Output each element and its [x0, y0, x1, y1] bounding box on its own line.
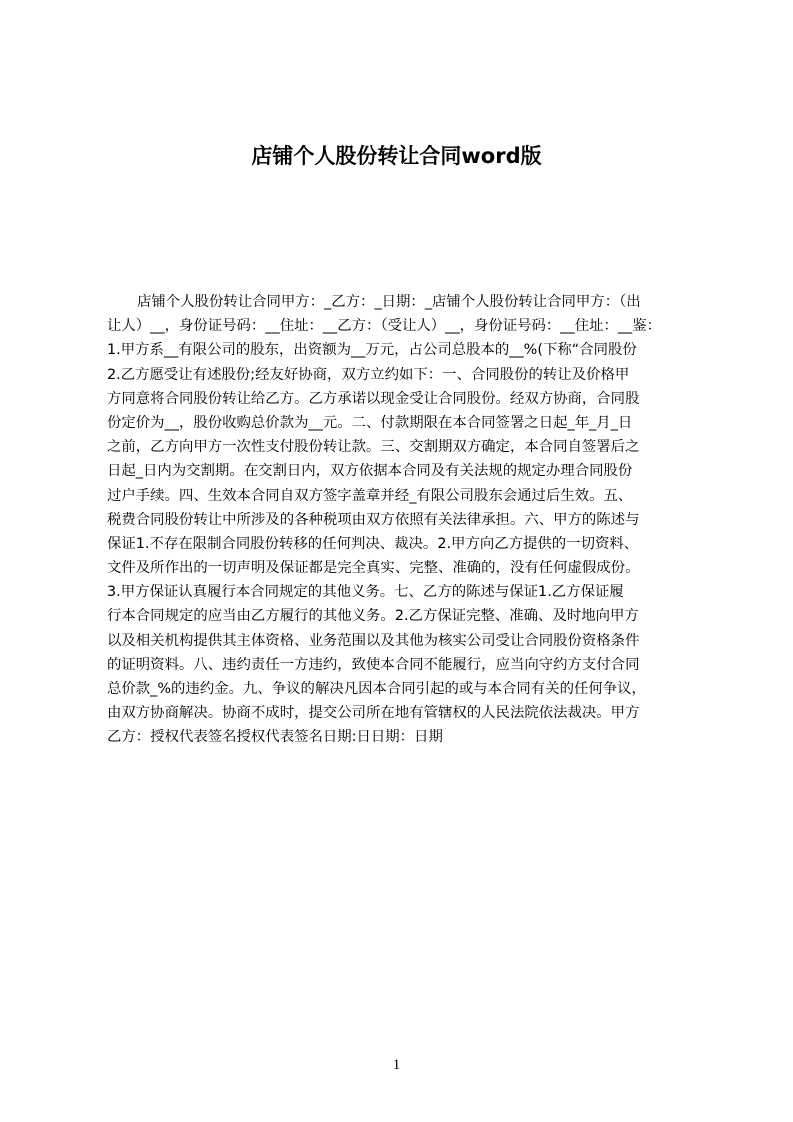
document-title: 店铺个人股份转让合同word版 — [251, 144, 542, 168]
body-line: 之前，乙方向甲方一次性支付股份转让款。三、交割期双方确定，本合同自签署后之 — [107, 439, 640, 456]
body-line: 方同意将合同股份转让给乙方。乙方承诺以现金受让合同股份。经双方协商，合同股 — [107, 390, 640, 407]
body-line: 行本合同规定的应当由乙方履行的其他义务。2.乙方保证完整、准确、及时地向甲方 — [107, 608, 639, 625]
body-line: 总价款_%的违约金。九、争议的解决凡因本合同引起的或与本合同有关的任何争议， — [107, 681, 646, 697]
body-line: 的证明资料。八、违约责任一方违约，致使本合同不能履行，应当向守约方支付合同 — [107, 656, 640, 673]
body-line: 3.甲方保证认真履行本合同规定的其他义务。七、乙方的陈述与保证1.乙方保证履 — [107, 584, 624, 601]
body-line: 由双方协商解决。协商不成时，提交公司所在地有管辖权的人民法院依法裁决。甲方 — [107, 705, 640, 722]
body-line: 过户手续。四、生效本合同自双方签字盖章并经_有限公司股东会通过后生效。五、 — [107, 487, 633, 504]
page-number: 1 — [392, 1057, 401, 1073]
body-line: 乙方：授权代表签名授权代表签名日期:日日期：日期 — [107, 729, 443, 746]
body-line: 份定价为__，股份收购总价款为__元。二、付款期限在本合同签署之日起_年_月_日 — [107, 414, 633, 431]
body-line: 2.乙方愿受让有述股份;经友好协商，双方立约如下：一、合同股份的转让及价格甲 — [107, 366, 630, 383]
contract-body — [107, 290, 695, 750]
body-line: 日起_日内为交割期。在交割日内，双方依据本合同及有关法规的规定办理合同股份 — [107, 463, 633, 480]
body-line: 让人）__，身份证号码：__住址：__乙方：（受让人）__，身份证号码：__住址：__鉴： — [107, 318, 662, 335]
body-line: 店铺个人股份转让合同甲方：_乙方：_日期：_店铺个人股份转让合同甲方：（出 — [137, 294, 641, 310]
body-line: 1.甲方系__有限公司的股东，出资额为__万元，占公司总股本的__%(下称“合同股份 — [107, 342, 637, 359]
body-line: 保证1.不存在限制合同股份转移的任何判决、裁决。2.甲方向乙方提供的一切资料、 — [107, 535, 639, 552]
body-line: 文件及所作出的一切声明及保证都是完全真实、完整、准确的，没有任何虚假成份。 — [107, 560, 640, 577]
body-line: 税费合同股份转让中所涉及的各种税项由双方依照有关法律承担。六、甲方的陈述与 — [107, 511, 640, 528]
body-line: 以及相关机构提供其主体资格、业务范围以及其他为核实公司受让合同股份资格条件 — [107, 632, 640, 649]
